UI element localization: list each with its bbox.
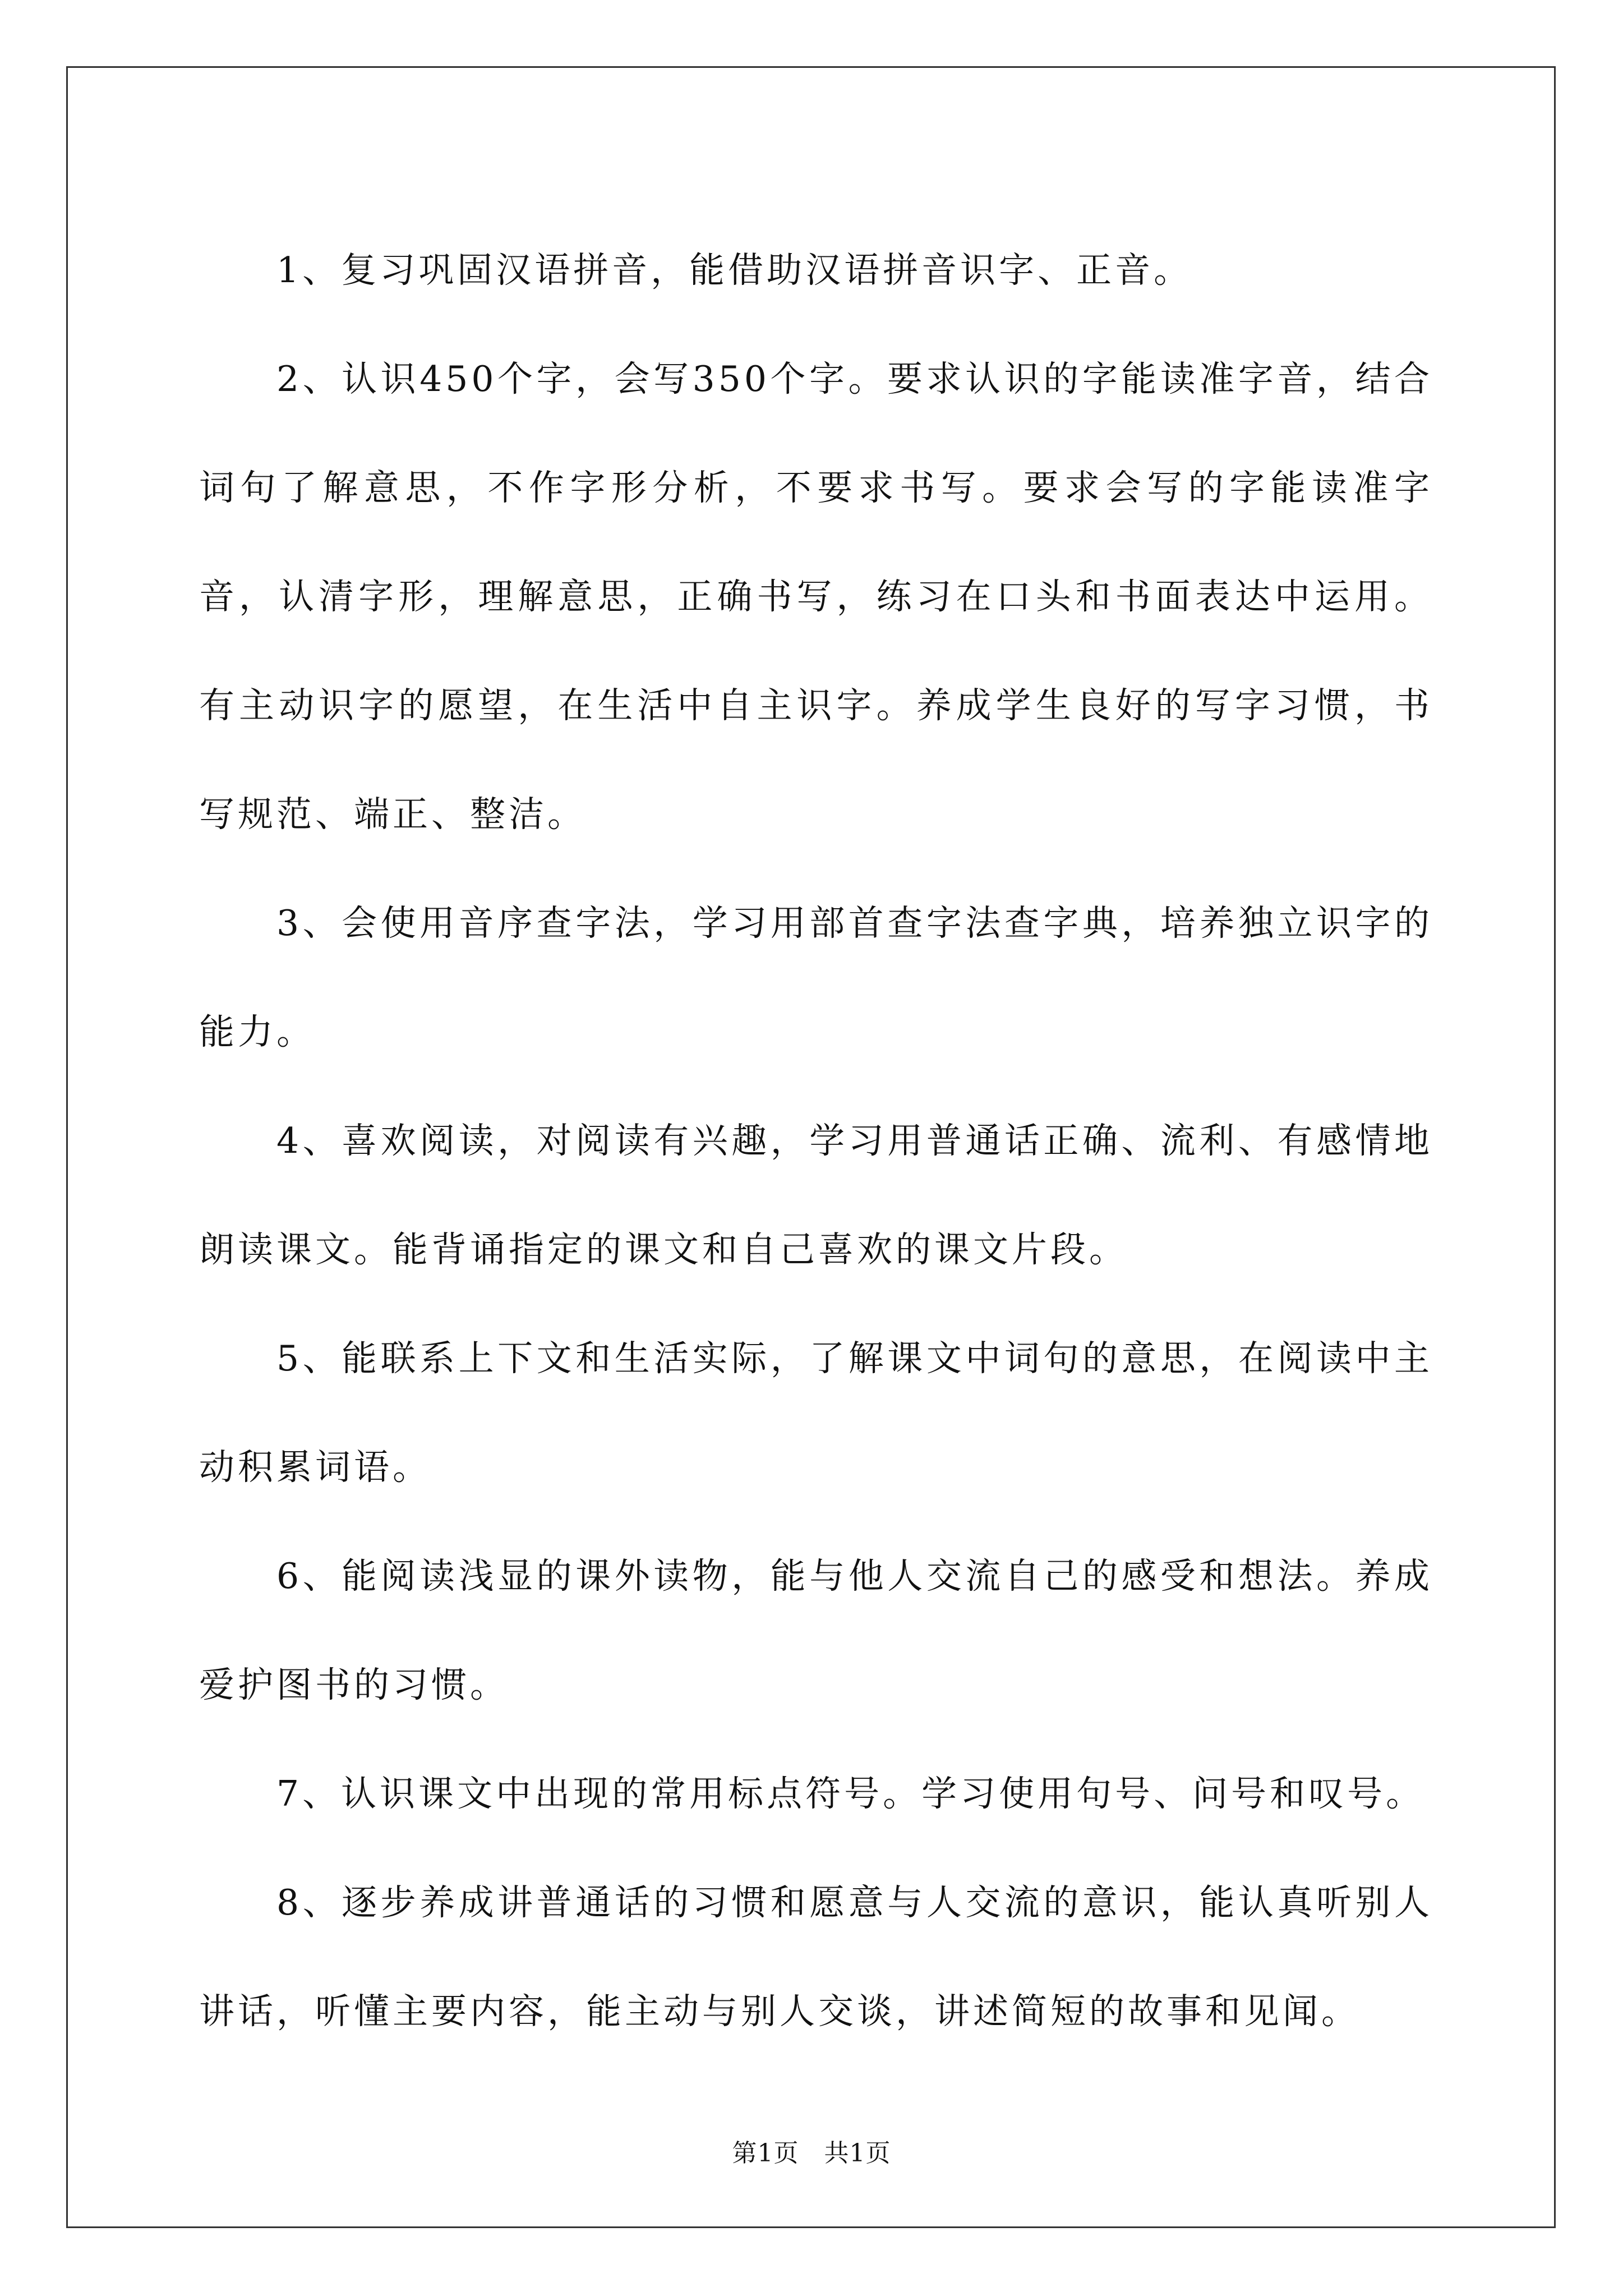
paragraph-3: 3、会使用音序查字法，学习用部首查字法查字典，培养独立识字的能力。 <box>199 903 1433 1052</box>
page-total: 共1页 <box>824 2139 891 2168</box>
paragraph-6: 6、能阅读浅显的课外读物，能与他人交流自己的感受和想法。养成爱护图书的习惯。 <box>199 1556 1433 1705</box>
page-footer <box>0 2133 1623 2169</box>
paragraph-1: 1、复习巩固汉语拼音，能借助汉语拼音识字、正音。 <box>276 250 1193 291</box>
paragraph-5: 5、能联系上下文和生活实际，了解课文中词句的意思，在阅读中主动积累词语。 <box>199 1338 1433 1488</box>
paragraph-8: 8、逐步养成讲普通话的习惯和愿意与人交流的意识，能认真听别人讲话，听懂主要内容，能主动与别人交谈，讲述简短的故事和见闻。 <box>199 1882 1433 2032</box>
page-number: 第1页 <box>732 2139 799 2168</box>
paragraph-7: 7、认识课文中出现的常用标点符号。学习使用句号、问号和叹号。 <box>276 1773 1425 1814</box>
paragraph-4: 4、喜欢阅读，对阅读有兴趣，学习用普通话正确、流利、有感情地朗读课文。能背诵指定的课文和自己喜欢的课文片段。 <box>199 1120 1433 1270</box>
document-body <box>199 216 1433 2066</box>
paragraph-2: 2、认识450个字，会写350个字。要求认识的字能读准字音，结合词句了解意思，不作字形分析，不要求书写。要求会写的字能读准字音，认清字形，理解意思，正确书写，练习在口头和书面表达中运用。有主动识字的愿望，在生活中自主识字。养成学生良好的写字习惯，书写规范、端正、整洁。 <box>199 358 1433 835</box>
